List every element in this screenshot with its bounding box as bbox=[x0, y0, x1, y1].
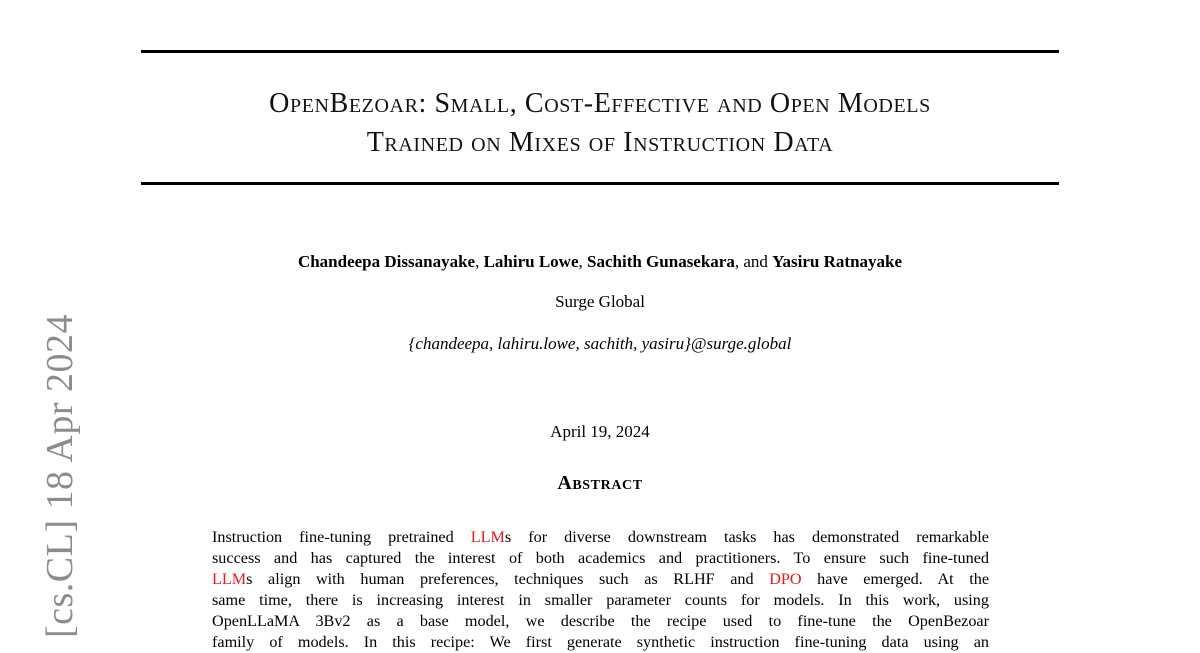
author-conjunction: , and bbox=[734, 252, 773, 271]
author-separator: , bbox=[475, 252, 484, 271]
arxiv-stamp: [cs.CL] 18 Apr 2024 bbox=[39, 313, 81, 639]
abstract-text-run: family of models. In this recipe: We first generate synthetic instruction fine-tuning data using an bbox=[212, 633, 989, 651]
author-emails: {chandeepa, lahiru.lowe, sachith, yasiru}@surge.global bbox=[408, 334, 792, 353]
abstract-heading: Abstract bbox=[557, 472, 643, 494]
abstract-text-run: Instruction fine-tuning pretrained bbox=[212, 528, 471, 546]
abstract-line bbox=[212, 527, 989, 548]
author-separator: , bbox=[578, 252, 588, 271]
publication-date: April 19, 2024 bbox=[550, 422, 650, 441]
abstract-line bbox=[212, 590, 989, 611]
abstract-text-run: same time, there is increasing interest in smaller parameter counts for models. In this work, using bbox=[212, 591, 989, 609]
abstract-line bbox=[212, 548, 989, 569]
author-name: Sachith Gunasekara bbox=[587, 252, 735, 271]
title-line-1: OpenBezoar: Small, Cost-Effective and Open Models bbox=[269, 88, 931, 119]
affiliation: Surge Global bbox=[555, 292, 645, 311]
acronym-link[interactable]: LLM bbox=[470, 528, 505, 546]
abstract-text bbox=[212, 527, 989, 653]
acronym-link[interactable]: DPO bbox=[769, 570, 802, 588]
abstract-text-run: s align with human preferences, techniques such as RLHF and bbox=[246, 570, 770, 588]
abstract-line bbox=[212, 611, 989, 632]
abstract-text-run: OpenLLaMA 3Bv2 as a base model, we describe the recipe used to fine-tune the OpenBezoar bbox=[212, 612, 989, 630]
title-bottom-rule bbox=[141, 182, 1059, 185]
abstract-text-run: have emerged. At the bbox=[801, 570, 990, 588]
abstract-text-run: s for diverse downstream tasks has demonstrated remarkable bbox=[504, 528, 989, 546]
author-name: Chandeepa Dissanayake bbox=[297, 252, 476, 271]
author-name: Yasiru Ratnayake bbox=[772, 252, 903, 271]
abstract-line bbox=[212, 569, 989, 590]
abstract-line bbox=[212, 632, 989, 653]
title-line-2: Trained on Mixes of Instruction Data bbox=[366, 127, 834, 158]
author-list bbox=[100, 252, 1100, 272]
acronym-link[interactable]: LLM bbox=[212, 570, 247, 588]
abstract-text-run: success and has captured the interest of both academics and practitioners. To ensure such fine-tuned bbox=[212, 549, 989, 567]
paper-title bbox=[100, 84, 1100, 162]
title-top-rule bbox=[141, 50, 1059, 53]
author-name: Lahiru Lowe bbox=[483, 252, 579, 271]
